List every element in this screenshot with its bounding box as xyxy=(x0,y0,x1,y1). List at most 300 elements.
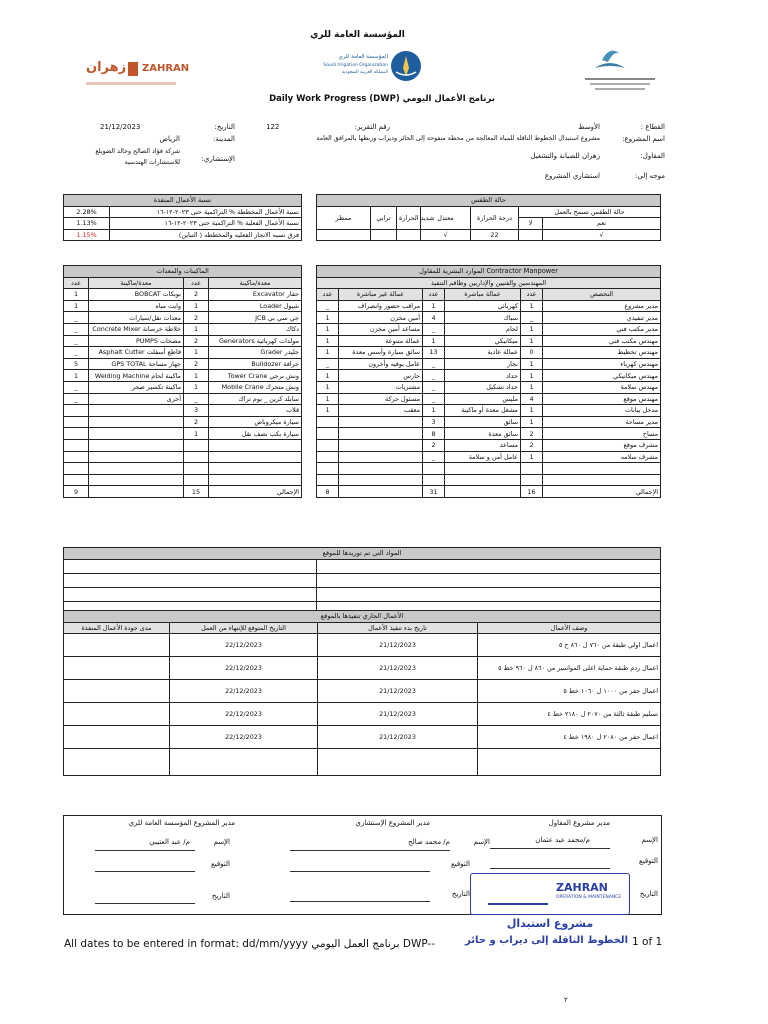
sector-value: الأوسط xyxy=(578,123,600,131)
spec-role: مهندس كهرباء xyxy=(543,358,661,370)
spec-count: 2 xyxy=(521,439,543,451)
table-row xyxy=(317,312,661,324)
organization-logo xyxy=(580,40,660,98)
manpower-total-direct: 31 xyxy=(423,486,445,498)
indirect-count: _ xyxy=(317,358,339,370)
manpower-title: الموارد البشرية للمقاول Contractor Manpower xyxy=(317,266,661,278)
col-count: عدد xyxy=(423,289,445,301)
weather-allows-check: √ xyxy=(543,229,661,241)
work-expected-date: 22/12/2023 xyxy=(170,726,318,749)
direct-role xyxy=(445,463,521,475)
spec-count: 1 xyxy=(521,335,543,347)
spec-count xyxy=(521,474,543,486)
indirect-role xyxy=(339,439,423,451)
work-description: اعمال ردم طبقة حماية اعلى المواسير من ٨٦٠ ل ٩٦٠ خط ٥ xyxy=(478,657,661,680)
indirect-count xyxy=(317,474,339,486)
machine-name: حفار Excavator xyxy=(209,289,302,301)
direct-count: 1 xyxy=(423,335,445,347)
table-row xyxy=(64,335,302,347)
direct-role: عامل أمن و سلامة xyxy=(445,451,521,463)
contractor-label: المقاول: xyxy=(640,152,665,160)
zahran-logo xyxy=(76,58,188,92)
spec-count: 1 xyxy=(521,416,543,428)
direct-count: _ xyxy=(423,381,445,393)
table-row xyxy=(317,405,661,417)
spec-role: مشرف سلامه xyxy=(543,451,661,463)
direct-count: _ xyxy=(423,370,445,382)
col-spec: التخصص xyxy=(543,289,661,301)
table-row xyxy=(317,393,661,405)
work-description: اعمال حفر من ٢٠٨٠ ل ١٩٨٠ خط ٤ xyxy=(478,726,661,749)
stamp-line2: OPERATION & MAINTENANCE xyxy=(556,895,622,900)
spec-role: مهندس مكتب فني xyxy=(543,335,661,347)
machine-count: _ xyxy=(64,381,89,393)
spec-role: مدير مشروع xyxy=(543,300,661,312)
machine-name xyxy=(89,416,184,428)
machine-count: _ xyxy=(64,393,89,405)
machine-name: مولدات كهربائية Generators xyxy=(209,335,302,347)
spec-count: 1 xyxy=(521,323,543,335)
weather-temp-value: 22 xyxy=(471,229,519,241)
table-row xyxy=(64,393,302,405)
machine-name: وايت مياه xyxy=(89,300,184,312)
machine-name xyxy=(209,439,302,451)
machine-count: 2 xyxy=(184,335,209,347)
direct-count xyxy=(423,474,445,486)
machine-name xyxy=(89,428,184,440)
page-mark: ٢ xyxy=(564,996,568,1004)
work-start-date: 21/12/2023 xyxy=(318,680,478,703)
direct-role: حداد xyxy=(445,370,521,382)
col-start: تاريخ بدء تنفيذ الأعمال xyxy=(318,622,478,634)
machine-name: قاطع أسفلت Asphalt Cutter xyxy=(89,347,184,359)
manpower-total-spec: 16 xyxy=(521,486,543,498)
machine-count xyxy=(64,474,89,486)
machine-count: 2 xyxy=(184,289,209,301)
consultant-value-2: للاستشارات الهندسية xyxy=(124,159,180,166)
indirect-role: مسئول حركة xyxy=(339,393,423,405)
org-title: المؤسسة العامة للري xyxy=(310,30,405,40)
spec-count: 1 xyxy=(521,381,543,393)
manpower-total-indirect: 8 xyxy=(317,486,339,498)
work-start-date: 21/12/2023 xyxy=(318,657,478,680)
machine-name: شيول Loader xyxy=(209,300,302,312)
table-row xyxy=(64,358,302,370)
machine-name: ماكينة تكسير صخر xyxy=(89,381,184,393)
consultant-label: الإستشاري: xyxy=(201,155,235,163)
machine-count: 3 xyxy=(184,405,209,417)
machine-count xyxy=(64,439,89,451)
col-count: عدد xyxy=(521,289,543,301)
machine-name: مضخات PUMPS xyxy=(89,335,184,347)
table-row xyxy=(317,323,661,335)
manpower-subtitle: المهندسين والفنيين والإداريين وطاقم التنفيذ xyxy=(317,277,661,289)
progress-row xyxy=(64,218,302,230)
direct-count: 3 xyxy=(423,416,445,428)
company-stamp xyxy=(465,873,630,973)
table-row xyxy=(64,726,661,749)
materials-title: المواد التي تم توريدها للموقع xyxy=(64,548,661,560)
direct-role: كهربائي xyxy=(445,300,521,312)
progress-value: 2.28% xyxy=(64,206,110,218)
progress-label: نسبة الأعمال المخططة % التراكمية حتى ٢٠٢٣-١٢-١٦ xyxy=(110,206,302,218)
col-expected: التاريخ المتوقع للإنتهاء من العمل xyxy=(170,622,318,634)
to-label: موجه إلى: xyxy=(635,172,665,180)
weather-table xyxy=(316,194,661,241)
weather-moderate-header: معتدل xyxy=(421,206,471,229)
spec-role: مدخل بيانات xyxy=(543,405,661,417)
direct-count: 1 xyxy=(423,300,445,312)
weather-hot-header: شديد الحرارة xyxy=(397,206,421,229)
machine-name: جليدر Grader xyxy=(209,347,302,359)
col-type: معدة/ماكينة xyxy=(89,277,184,289)
project-value: مشروع استبدال الخطوط الناقلة للمياه المعالجة من محطة منفوحة إلى الحائر وديراب وربطها بالمرافق العامة xyxy=(316,135,600,142)
city-value: الرياض xyxy=(159,135,180,143)
machine-name: خلاطة خرسانة Concrete Mixer xyxy=(89,323,184,335)
spec-role xyxy=(543,463,661,475)
machine-count xyxy=(184,439,209,451)
direct-count: _ xyxy=(423,451,445,463)
indirect-count: 1 xyxy=(317,335,339,347)
progress-table xyxy=(63,194,302,241)
indirect-role xyxy=(339,474,423,486)
weather-no: لا xyxy=(519,218,543,230)
machine-name: بوبكات BOBCAT xyxy=(89,289,184,301)
indirect-role: عامل بوفيه وأخرون xyxy=(339,358,423,370)
direct-role: ميكانيكي xyxy=(445,335,521,347)
indirect-role: معقب xyxy=(339,405,423,417)
weather-rain-header: ممطر xyxy=(317,206,371,229)
table-row xyxy=(64,463,302,475)
machine-name xyxy=(209,474,302,486)
machine-count: _ xyxy=(64,335,89,347)
spec-count: 2 xyxy=(521,428,543,440)
work-expected-date: 22/12/2023 xyxy=(170,703,318,726)
progress-value: 1.13% xyxy=(64,218,110,230)
machine-count: 2 xyxy=(184,416,209,428)
table-row xyxy=(64,405,302,417)
col-type: معدة/ماكينة xyxy=(209,277,302,289)
saudi-irrigation-logo xyxy=(306,48,426,88)
indirect-count: _ xyxy=(317,300,339,312)
machine-count: 1 xyxy=(184,300,209,312)
machine-name: سيارة ميكروباص xyxy=(209,416,302,428)
weather-dusty-header: ترابي xyxy=(371,206,397,229)
direct-count: _ xyxy=(423,358,445,370)
table-row xyxy=(317,335,661,347)
consultant-date-label: التاريخ xyxy=(451,890,470,898)
table-row xyxy=(64,428,302,440)
direct-role: سائق xyxy=(445,416,521,428)
work-description: اعمال اولي طبقة من ٧٦٠ ل ٨٦٠ خ ٥ xyxy=(478,634,661,657)
spec-role: مهندس موقع xyxy=(543,393,661,405)
indirect-role: سائق سيارة وأسس معدة xyxy=(339,347,423,359)
consultant-name: م/ محمد صالح xyxy=(408,838,450,846)
indirect-count: 1 xyxy=(317,323,339,335)
table-row xyxy=(317,451,661,463)
indirect-count xyxy=(317,428,339,440)
machine-name: جهاز مساحة GPS TOTAL xyxy=(89,358,184,370)
work-description: تسليم طبقة ثالثة من ٢٠٧٠ ل ٢١٨٠ خط ٤ xyxy=(478,703,661,726)
contractor-sign-label: التوقيع xyxy=(639,857,658,865)
spec-count: 1 xyxy=(521,405,543,417)
machine-name xyxy=(89,451,184,463)
table-row xyxy=(64,474,302,486)
work-start-date: 21/12/2023 xyxy=(318,703,478,726)
work-start-date: 21/12/2023 xyxy=(318,726,478,749)
spec-count xyxy=(521,463,543,475)
direct-role: مساعد xyxy=(445,439,521,451)
stamp-line3: مشروع استبدال xyxy=(506,917,594,930)
table-row xyxy=(317,358,661,370)
table-row xyxy=(64,312,302,324)
owner-signer-title: مدير المشروع المؤسسة العامة للري xyxy=(128,819,235,827)
project-label: اسم المشروع: xyxy=(622,135,665,143)
work-expected-date: 22/12/2023 xyxy=(170,680,318,703)
spec-count: 1 xyxy=(521,370,543,382)
indirect-count: 1 xyxy=(317,370,339,382)
machine-count xyxy=(64,451,89,463)
table-row xyxy=(64,416,302,428)
consultant-signer-title: مدير المشروع الإستشاري xyxy=(355,819,430,827)
zahran-ar-text: زهران xyxy=(86,60,127,75)
machine-name: ونش متحرك Mobile Crane xyxy=(209,381,302,393)
table-row xyxy=(64,370,302,382)
logo-text-en: Saudi Irrigation Organization xyxy=(323,63,388,68)
machine-name: جي سي بي JCB xyxy=(209,312,302,324)
machines-total-label: الإجمالي xyxy=(209,486,302,498)
machine-name: دكاك xyxy=(209,323,302,335)
spec-role: مشرف موقع xyxy=(543,439,661,451)
to-value: استشاري المشروع xyxy=(544,172,600,180)
spec-count: 4 xyxy=(521,393,543,405)
consultant-value-1: شركة فؤاد الصالح وخالد الضويلع xyxy=(95,148,180,155)
direct-count: 2 xyxy=(423,439,445,451)
machine-name: سايلد كرين _ بوم تراك xyxy=(209,393,302,405)
indirect-role: مراقب حضور وانصراف xyxy=(339,300,423,312)
machine-name xyxy=(209,463,302,475)
machine-count xyxy=(64,428,89,440)
machine-count xyxy=(64,463,89,475)
indirect-role xyxy=(339,416,423,428)
logo-text-ar: المؤسسة العامة للري xyxy=(338,54,388,60)
direct-count: _ xyxy=(423,393,445,405)
direct-role: لحام xyxy=(445,323,521,335)
direct-count: _ xyxy=(423,323,445,335)
table-row xyxy=(317,300,661,312)
work-quality xyxy=(64,634,170,657)
machine-name xyxy=(89,463,184,475)
table-row xyxy=(317,347,661,359)
table-row xyxy=(64,323,302,335)
table-row xyxy=(64,634,661,657)
table-row xyxy=(317,463,661,475)
progress-title: نسبة الأعمال المنفذة xyxy=(64,195,302,207)
machines-title: الماكينات والمعدات xyxy=(64,266,302,278)
indirect-count: 1 xyxy=(317,347,339,359)
machine-count: _ xyxy=(64,323,89,335)
report-no-label: رقم التقرير: xyxy=(354,123,390,131)
machine-name: قلاب xyxy=(209,405,302,417)
machine-name xyxy=(209,451,302,463)
weather-moderate-check: √ xyxy=(421,229,471,241)
spec-role: مهندس ميكانيكي xyxy=(543,370,661,382)
table-row xyxy=(64,451,302,463)
col-count: عدد xyxy=(317,289,339,301)
direct-role: عمالة عادية xyxy=(445,347,521,359)
machine-name: ماكينة لحام Welding Machine xyxy=(89,370,184,382)
city-label: المدينة: xyxy=(213,135,235,143)
weather-temp-header: درجة الحرارة xyxy=(471,206,519,229)
table-row xyxy=(317,439,661,451)
machine-count: 2 xyxy=(184,312,209,324)
weather-allows-header: حالة الطقس تسمح بالعمل xyxy=(519,206,661,218)
works-table xyxy=(63,610,661,776)
machine-name: أخرى xyxy=(89,393,184,405)
machine-count: 1 xyxy=(64,300,89,312)
works-title: الأعمال الجاري تنفيذها بالموقع xyxy=(64,611,661,623)
machine-count: 1 xyxy=(64,370,89,382)
machine-count: 1 xyxy=(184,381,209,393)
table-row xyxy=(317,416,661,428)
direct-count: 1 xyxy=(423,405,445,417)
col-count: عدد xyxy=(184,277,209,289)
contractor-name: م/محمد عيد عثمان xyxy=(535,836,590,844)
machine-name xyxy=(89,439,184,451)
contractor-date-label: التاريخ xyxy=(639,890,658,898)
indirect-role xyxy=(339,428,423,440)
indirect-count xyxy=(317,416,339,428)
spec-count: 1 xyxy=(521,300,543,312)
table-row xyxy=(64,439,302,451)
stamp-mark-icon xyxy=(488,881,548,905)
machine-count xyxy=(184,474,209,486)
stamp-line1: ZAHRAN xyxy=(556,881,608,894)
col-indirect: عمالة غير مباشرة xyxy=(339,289,423,301)
table-row xyxy=(64,703,661,726)
stamp-line4: الخطوط الناقلة إلى ديراب و حائر xyxy=(465,935,628,946)
machine-count xyxy=(64,416,89,428)
col-count: عدد xyxy=(64,277,89,289)
direct-role: نجار xyxy=(445,358,521,370)
work-quality xyxy=(64,703,170,726)
table-row xyxy=(317,381,661,393)
machine-count: 2 xyxy=(184,358,209,370)
consultant-sign-label: التوقيع xyxy=(451,860,470,868)
table-row xyxy=(64,381,302,393)
consultant-name-label: الإسم xyxy=(473,838,490,846)
page-number: 1 of 1 xyxy=(632,936,663,948)
machine-count xyxy=(184,463,209,475)
owner-sign-label: التوقيع xyxy=(211,860,230,868)
indirect-count: 1 xyxy=(317,312,339,324)
indirect-role: مساعد أمين مخزن xyxy=(339,323,423,335)
direct-count xyxy=(423,463,445,475)
machine-count: _ xyxy=(64,347,89,359)
spec-count: 1 xyxy=(521,358,543,370)
col-desc: وصف الأعمال xyxy=(478,622,661,634)
direct-role xyxy=(445,474,521,486)
date-value: 21/12/2023 xyxy=(100,123,141,131)
table-row xyxy=(317,370,661,382)
owner-date-label: التاريخ xyxy=(211,892,230,900)
direct-role: سباك xyxy=(445,312,521,324)
machine-count: _ xyxy=(64,312,89,324)
indirect-role xyxy=(339,451,423,463)
progress-label: نسبة الأعمال الفعلية % التراكمية حتى ٢٠٢٣-١٢-١٦ xyxy=(110,218,302,230)
direct-role: مشغل معدة أو ماكينة xyxy=(445,405,521,417)
report-no-value: 122 xyxy=(266,123,280,131)
indirect-count: 1 xyxy=(317,405,339,417)
work-start-date: 21/12/2023 xyxy=(318,634,478,657)
machine-name: جرافة Bulldozer xyxy=(209,358,302,370)
materials-table xyxy=(63,547,661,616)
table-row xyxy=(64,680,661,703)
spec-role: مساح xyxy=(543,428,661,440)
manpower-total-label: الإجمالي xyxy=(543,486,661,498)
direct-role: حداد تشكيل xyxy=(445,381,521,393)
table-row xyxy=(317,428,661,440)
machine-count: 1 xyxy=(184,370,209,382)
direct-count: 4 xyxy=(423,312,445,324)
table-row xyxy=(317,474,661,486)
indirect-role: مشتريات xyxy=(339,381,423,393)
col-direct: عمالة مباشرة xyxy=(445,289,521,301)
machine-name: ونش برجي Tower Crane xyxy=(209,370,302,382)
machine-count: 1 xyxy=(184,428,209,440)
indirect-role: حارس xyxy=(339,370,423,382)
machine-count: 5 xyxy=(64,358,89,370)
spec-role: مهندس تخطيط xyxy=(543,347,661,359)
indirect-count: 1 xyxy=(317,393,339,405)
indirect-count xyxy=(317,439,339,451)
work-expected-date: 22/12/2023 xyxy=(170,634,318,657)
progress-row xyxy=(64,229,302,241)
sector-label: القطاع : xyxy=(640,123,665,131)
table-row xyxy=(64,300,302,312)
indirect-role: عمالة متنوعة xyxy=(339,335,423,347)
work-quality xyxy=(64,726,170,749)
machines-table xyxy=(63,265,302,498)
weather-title: حالة الطقس xyxy=(317,195,661,207)
progress-label: فرق نسبه الانجاز الفعليه والمخططه ( التباين) xyxy=(110,229,302,241)
contractor-signer-title: مدير مشروع المقاول xyxy=(548,819,610,827)
col-quality: مدى جودة الأعمال المنفذة xyxy=(64,622,170,634)
table-row xyxy=(64,657,661,680)
work-expected-date: 22/12/2023 xyxy=(170,657,318,680)
report-title: Daily Work Progress (DWP) برنامج الأعمال اليومي xyxy=(269,94,495,104)
owner-name: م/ عبد العتيبي xyxy=(149,838,190,846)
table-row xyxy=(64,289,302,301)
indirect-role xyxy=(339,463,423,475)
manpower-table xyxy=(316,265,661,498)
machine-count: 1 xyxy=(184,323,209,335)
indirect-role: أمين مخزن xyxy=(339,312,423,324)
machines-total-right: 15 xyxy=(184,486,209,498)
machine-name: معدات نقل/سيارات xyxy=(89,312,184,324)
spec-role: مدير تنفيذي xyxy=(543,312,661,324)
machine-name xyxy=(89,405,184,417)
machine-count xyxy=(64,405,89,417)
work-quality xyxy=(64,657,170,680)
spec-role: مدير مساحة xyxy=(543,416,661,428)
spec-role: مهندس سلامة xyxy=(543,381,661,393)
table-row xyxy=(64,347,302,359)
work-description: اعمال حفر من ١٠٠٠ ل ١٠٦٠ خط ٥ xyxy=(478,680,661,703)
direct-role: سائق معدة xyxy=(445,428,521,440)
spec-role: مدير مكتب فني xyxy=(543,323,661,335)
zahran-mark-icon xyxy=(128,62,138,76)
